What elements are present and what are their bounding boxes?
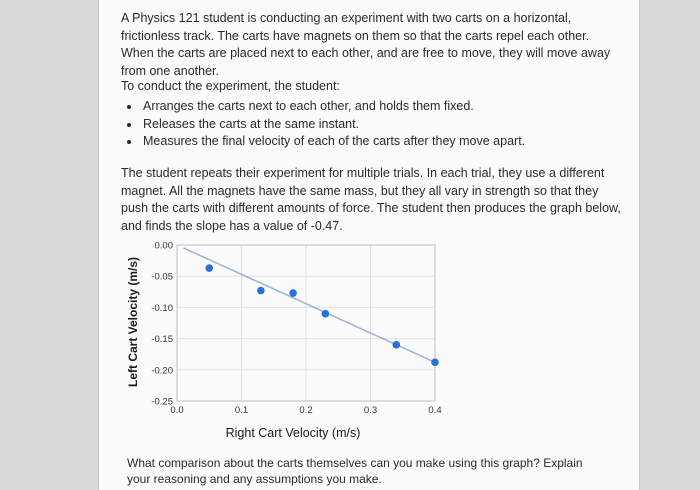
y-tick-label: 0.00 (154, 240, 173, 252)
data-points (205, 264, 438, 366)
y-tick-label: -0.25 (151, 396, 173, 408)
procedure-intro: To conduct the experiment, the student: (121, 79, 340, 93)
data-point (289, 289, 297, 297)
data-point (431, 359, 439, 367)
y-tick-label: -0.10 (151, 302, 173, 314)
y-tick-label: -0.15 (151, 334, 173, 346)
data-point (257, 287, 265, 295)
procedure-step: • Measures the final velocity of each of the carts after they move apart. (141, 133, 621, 151)
y-tick-labels (151, 241, 173, 408)
procedure-step: • Arranges the carts next to each other, and holds them fixed. (141, 98, 621, 116)
problem-paragraph-2: The student repeats their experiment for multiple trials. In each trial, they use a different magnet. All the magnets have the same mass, but they all vary in strength so that they push the carts with different amounts of force. The student then produces the graph below, and finds the slope has a value of -0.47. (121, 166, 621, 233)
problem-page (98, 0, 640, 490)
y-tick-label: -0.20 (151, 365, 173, 377)
chart-grid (177, 245, 435, 401)
x-tick-label: 0.3 (363, 405, 378, 416)
procedure-step: • Releases the carts at the same instant. (141, 116, 621, 134)
question-text: What comparison about the carts themselves can you make using this graph? Explain your reasoning and any assumptions you make. (127, 456, 583, 486)
x-tick-label: 0.2 (299, 405, 313, 416)
x-tick-label: 0.0 (170, 405, 184, 416)
velocity-chart (99, 0, 639, 450)
y-tick-label: -0.05 (151, 271, 173, 283)
x-tick-labels (170, 405, 441, 416)
problem-paragraph-1: A Physics 121 student is conducting an experiment with two carts on a horizontal, frictionless track. The carts have magnets on them so that the carts repel each other. When the carts are placed next to each other, and are free to move, they will move away from one another. (121, 11, 611, 78)
data-point (393, 341, 401, 349)
data-point (322, 310, 330, 318)
x-tick-label: 0.4 (428, 405, 442, 416)
data-point (205, 264, 213, 272)
y-axis-label: Left Cart Velocity (m/s) (126, 256, 140, 388)
x-axis-label: Right Cart Velocity (m/s) (225, 426, 361, 440)
x-tick-label: 0.1 (234, 405, 249, 416)
